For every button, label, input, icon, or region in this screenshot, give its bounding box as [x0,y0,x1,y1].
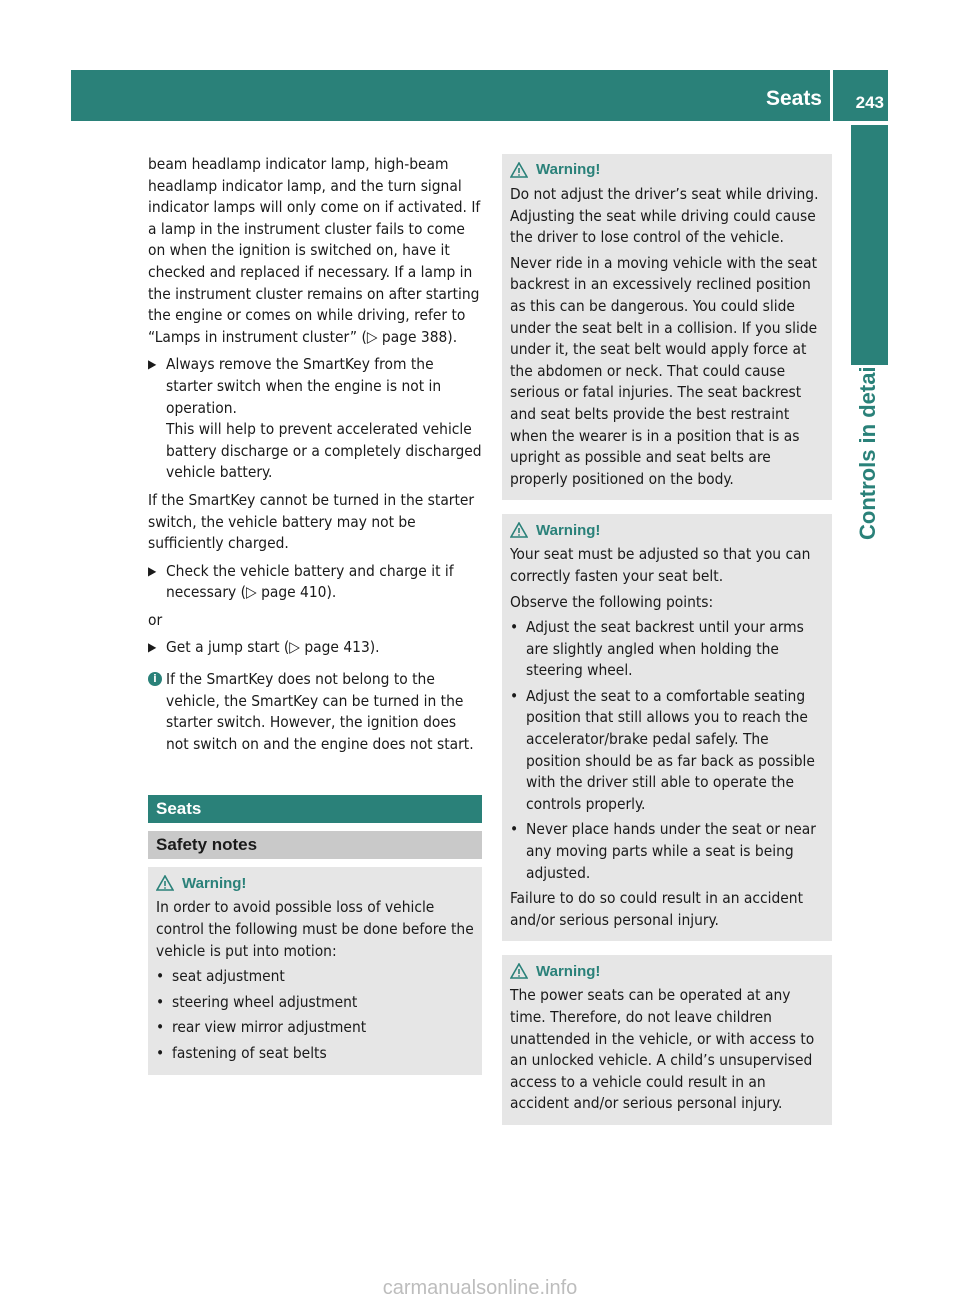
header-title: Seats [765,87,822,110]
triangle-right-icon: ▶ [148,357,157,372]
warning-text: In order to avoid possible loss of vehicle control the following must be done before the vehicle is put into motion: [156,898,474,960]
list-item: • Never place hands under the seat or near any moving parts while a seat is being adjusted. [510,820,816,882]
list-item: • seat adjustment [156,967,285,986]
warning-triangle-icon [510,963,528,979]
step-item [148,561,482,604]
step-result: This will help to prevent accelerated vehicle battery discharge or a completely discharged vehicle battery. [166,420,482,482]
paragraph: If the SmartKey cannot be turned in the starter switch, the vehicle battery may not be sufficiently charged. [148,490,475,553]
side-label: Controls in detail [855,360,880,540]
warning-box [502,514,832,941]
warning-text: Do not adjust the driver’s seat while driving. Adjusting the seat while driving could cause the driver to lose control of the vehicle. [510,185,819,247]
warning-text: Failure to do so could result in an accident and/or serious personal injury. [510,889,803,929]
warning-label: Warning! [536,962,601,980]
warning-triangle-icon [156,875,174,891]
step-item [148,354,482,484]
info-icon: i [148,672,162,686]
warning-label: Warning! [536,521,601,539]
info-note [148,669,482,755]
warning-label: Warning! [536,161,601,179]
step-text: Check the vehicle battery and charge it if necessary (▷ page 410). [166,561,454,602]
page-header [71,70,888,121]
warning-text: Your seat must be adjusted so that you can correctly fasten your seat belt. [510,545,811,585]
list-item: • Adjust the seat to a comfortable seating position that still allows you to reach the accelerator/brake pedal safely. The position should be as far back as possible with the driver still able to operate the controls properly. [510,686,815,813]
warning-triangle-icon [510,522,528,538]
warning-box [502,955,832,1125]
warning-label: Warning! [182,874,247,892]
list-item: • Adjust the seat backrest until your arms are slightly angled when holding the steering wheel. [510,618,804,680]
step-text: Get a jump start (▷ page 413). [166,638,380,657]
list-item: • steering wheel adjustment [156,992,358,1011]
info-text: If the SmartKey does not belong to the vehicle, the SmartKey can be turned in the starter switch. However, the ignition does not switch on and the engine does not start. [166,670,474,753]
list-item: • fastening of seat belts [156,1044,327,1062]
triangle-right-icon: ▶ [148,563,157,578]
triangle-right-icon: ▶ [148,640,157,655]
step-text: Always remove the SmartKey from the starter switch when the engine is not in operation. [166,355,442,417]
header-divider [830,70,833,121]
subsection-title: Safety notes [148,831,482,859]
warning-text: The power seats can be operated at any time. Therefore, do not leave children unattended in the vehicle, or with access to an unlocked vehicle. A child’s unsupervised access to a vehicle could result in an accident and/or serious personal injury. [510,986,815,1113]
footer-watermark: carmanualsonline.info [382,1277,578,1299]
or-text: or [148,610,163,629]
warning-text: Never ride in a moving vehicle with the seat backrest in an excessively reclined position as this can be dangerous. You could slide under the seat belt in a collision. If you slide under it, the seat belt would apply force at the abdomen or neck. That could cause serious or fatal injuries. The seat backrest and seat belts provide the best restraint when the wearer is in a position that is as upright as possible and seat belts are properly positioned on the body. [510,253,818,488]
list-item: • rear view mirror adjustment [156,1018,367,1037]
warning-text: Observe the following points: [510,592,714,611]
step-item [148,637,482,659]
warning-triangle-icon [510,162,528,178]
warning-box [148,867,482,1074]
paragraph: beam headlamp indicator lamp, high-beam headlamp indicator lamp, and the turn signal indicator lamps will only come on if activated. If a lamp in the instrument cluster fails to come on when the ignition is switched on, have it checked and replaced if necessary. If a lamp in the instrument cluster remains on after starting the engine or comes on while driving, refer to “Lamps in instrument cluster” (▷ page 388). [148,155,481,346]
right-column [502,154,832,1125]
page-number: 243 [855,93,884,112]
warning-box [502,154,832,500]
left-column [148,154,482,1075]
section-title: Seats [148,795,482,823]
